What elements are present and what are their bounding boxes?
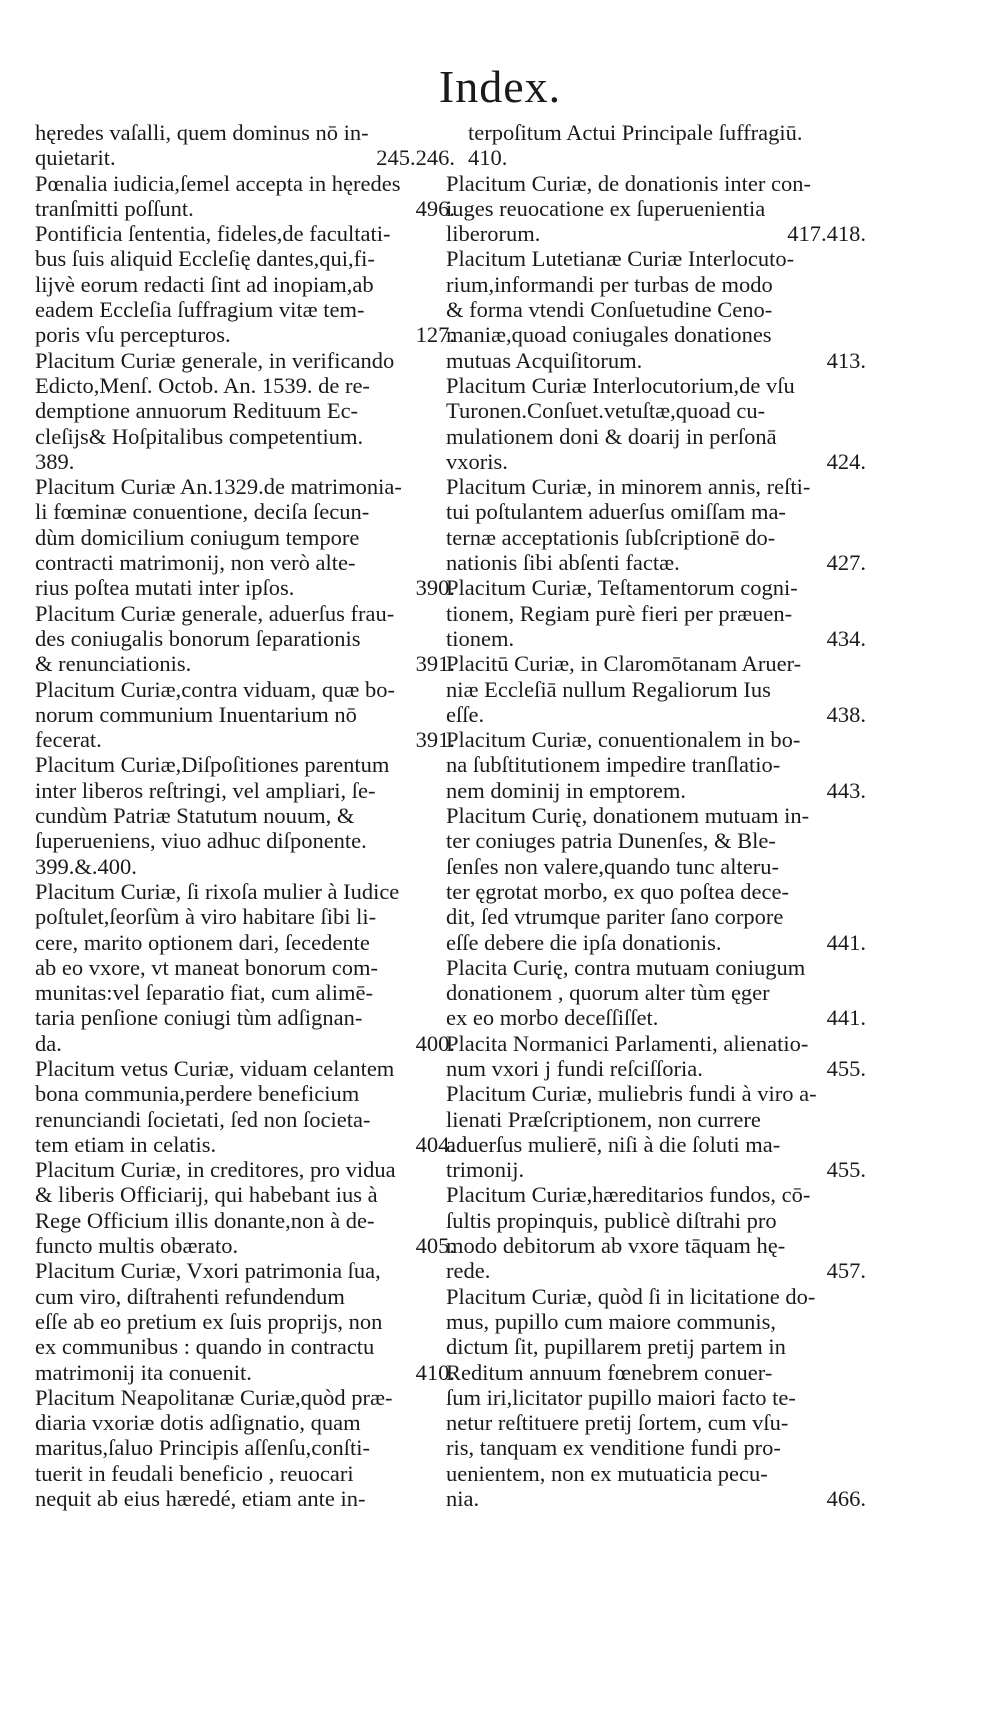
entry-line: diaria vxoriæ dotis adſignatio, quam: [35, 1410, 361, 1436]
entry-line: ſuperueniens, viuo adhuc diſponente.: [35, 828, 367, 854]
page-reference: 390.: [415, 575, 455, 601]
page-reference: 404.: [415, 1131, 455, 1157]
entry-line: nem dominij in emptorem. 443.: [446, 777, 866, 803]
entry-line: inter liberos reſtringi, vel ampliari, ſe-: [35, 777, 376, 803]
entry-line: Placitum Curiæ generale, aduerſus frau-: [35, 600, 395, 626]
entry-line: taria penſione coniugi tùm adſignan-: [35, 1005, 363, 1031]
entry-line: cleſijs& Hoſpitalibus competentium.: [35, 423, 364, 449]
index-entry: [35, 1385, 455, 1511]
index-entry: [446, 727, 866, 803]
entry-line: nationis ſibi abſenti factæ. 427.: [446, 550, 866, 576]
index-entry: [35, 677, 455, 753]
entry-line: bona communia,perdere beneficium: [35, 1081, 360, 1107]
entry-line: Placitum Curiæ, ſi rixoſa mulier à Iudice: [35, 878, 400, 904]
entry-line: ſultis propinquis, publicè diſtrahi pro: [446, 1207, 777, 1233]
entry-line: Turonen.Conſuet.vetuſtæ,quoad cu-: [446, 398, 766, 424]
entry-line: maritus,ſaluo Principis aſſenſu,conſti-: [35, 1435, 370, 1461]
entry-line: ter coniuges patria Dunenſes, & Ble-: [446, 828, 776, 854]
entry-line: Placitum vetus Curiæ, viduam celantem: [35, 1055, 395, 1081]
entry-line: Placitum Curiæ Interlocutorium,de vſu: [446, 372, 795, 398]
index-entry: [446, 1081, 866, 1182]
entry-line: bus ſuis aliquid Eccleſię dantes,qui,fi-: [35, 246, 375, 272]
entry-line: Pœnalia iudicia,ſemel accepta in hęredes: [35, 170, 401, 196]
entry-line: Placitum Curiæ, in creditores, pro vidua: [35, 1157, 396, 1183]
entry-line: Placitum Curiæ, muliebris fundi à viro a-: [446, 1081, 817, 1107]
entry-line: Placita Normanici Parlamenti, alienatio-: [446, 1030, 809, 1056]
entry-line: Reditum annuum fœnebrem conuer-: [446, 1359, 773, 1385]
page-reference: 245.246.: [376, 145, 455, 171]
entry-line: & renunciationis. 391.: [35, 651, 455, 677]
page-reference: 443.: [826, 777, 866, 803]
entry-line: 399.&.400.: [35, 853, 137, 879]
entry-line: poris vſu percepturos. 127.: [35, 322, 455, 348]
page-reference: 417.418.: [787, 221, 866, 247]
entry-line: poſtulet,ſeorſùm à viro habitare ſibi li-: [35, 904, 377, 930]
entry-line: tuerit in feudali beneficio , reuocari: [35, 1460, 354, 1486]
index-column-right: [446, 120, 866, 1511]
page-reference: 424.: [826, 448, 866, 474]
entry-line: lienati Præſcriptionem, non currere: [446, 1106, 761, 1132]
entry-line: Placitum Neapolitanæ Curiæ,quòd præ-: [35, 1384, 393, 1410]
entry-line: tionem. 434.: [446, 625, 866, 651]
entry-line: modo debitorum ab vxore tāquam hę-: [446, 1233, 786, 1259]
entry-line: ex eo morbo deceſſiſſet. 441.: [446, 1005, 866, 1031]
index-entry: [35, 1056, 455, 1157]
entry-line: Placita Curię, contra mutuam coniugum: [446, 954, 806, 980]
entry-line: uenientem, non ex mutuaticia pecu-: [446, 1460, 768, 1486]
entry-line: Placitum Curiæ, Vxori patrimonia ſua,: [35, 1258, 381, 1284]
entry-line: terpoſitum Actui Principale ſuffragiū.: [468, 120, 803, 145]
page-reference: 391.: [415, 727, 455, 753]
entry-line: iuges reuocatione ex ſuperuenientia: [446, 195, 766, 221]
entry-line: rede. 457.: [446, 1258, 866, 1284]
entry-line: & liberis Officiarij, qui habebant ius à: [35, 1182, 378, 1208]
entry-line: Placitum Curiæ, Teſtamentorum cogni-: [446, 575, 798, 601]
entry-line: Pontificia ſententia, fideles,de facultati-: [35, 221, 391, 247]
entry-line: tem etiam in celatis. 404.: [35, 1131, 455, 1157]
entry-line: eſſe ab eo pretium ex ſuis proprijs, non: [35, 1308, 383, 1334]
index-entry: [35, 1258, 455, 1384]
index-entry: [35, 171, 455, 222]
index-entry: [446, 803, 866, 955]
index-entry: [446, 246, 866, 372]
page-reference: 391.: [415, 651, 455, 677]
entry-line: ab eo vxore, vt maneat bonorum com-: [35, 954, 379, 980]
index-entry: [446, 171, 866, 247]
entry-line: contracti matrimonij, non verò alte-: [35, 550, 356, 576]
entry-line: rius poſtea mutati inter ipſos. 390.: [35, 575, 455, 601]
entry-line: vxoris. 424.: [446, 448, 866, 474]
entry-line: tionem, Regiam purè fieri per præuen-: [446, 600, 793, 626]
entry-line: ſenſes non valere,quando tunc alteru-: [446, 853, 779, 879]
index-entry: [35, 601, 455, 677]
page-reference: 457.: [826, 1258, 866, 1284]
page-reference: 438.: [826, 701, 866, 727]
page-reference: 127.: [415, 322, 455, 348]
entry-line: cundùm Patriæ Statutum nouum, &: [35, 803, 355, 829]
entry-line: quietarit. 245.246.: [35, 145, 455, 171]
page-reference: 410.: [415, 1359, 455, 1385]
entry-line: cere, marito optionem dari, ſecedente: [35, 929, 370, 955]
index-entry: [446, 1182, 866, 1283]
entry-line: ter ęgrotat morbo, ex quo poſtea dece-: [446, 878, 789, 904]
entry-line: Placitum Curiæ generale, in verificando: [35, 347, 395, 373]
entry-line: niæ Eccleſiā nullum Regaliorum Ius: [446, 676, 771, 702]
entry-line: Placitum Curiæ, in minorem annis, reſti-: [446, 474, 811, 500]
entry-line: norum communium Inuentarium nō: [35, 701, 357, 727]
index-entry: [446, 1031, 866, 1082]
entry-line: Placitum Curiæ,contra viduam, quæ bo-: [35, 676, 395, 702]
index-entry: [35, 221, 455, 347]
entry-line: eſſe. 438.: [446, 701, 866, 727]
index-entry: [446, 120, 866, 171]
entry-line: maniæ,quoad coniugales donationes: [446, 322, 772, 348]
index-entry: [446, 474, 866, 575]
entry-line: da. 400.: [35, 1030, 455, 1056]
page-title: Index.: [438, 61, 562, 112]
entry-line: Placitum Curiæ, quòd ſi in licitatione do-: [446, 1283, 816, 1309]
index-entry: [35, 879, 455, 1056]
entry-line: mus, pupillo cum maiore communis,: [446, 1308, 776, 1334]
page-reference: 441.: [826, 1005, 866, 1031]
entry-line: matrimonij ita conuenit. 410.: [35, 1359, 455, 1385]
entry-line: Edicto,Menſ. Octob. An. 1539. de re-: [35, 372, 370, 398]
page-reference: 400.: [415, 1030, 455, 1056]
index-entry: [446, 651, 866, 727]
page-reference: 466.: [826, 1486, 866, 1512]
entry-line: Placitum Curię, donationem mutuam in-: [446, 803, 810, 829]
page-reference: 455.: [826, 1055, 866, 1081]
entry-line: netur reſtituere pretij ſortem, cum vſu-: [446, 1410, 789, 1436]
entry-line: Placitum Curiæ An.1329.de matrimonia-: [35, 474, 402, 500]
entry-line: mulationem doni & doarij in perſonā: [446, 423, 777, 449]
entry-line: tui poſtulantem aduerſus omiſſam ma-: [446, 499, 786, 525]
page-reference: 434.: [826, 625, 866, 651]
entry-line: ternæ acceptationis ſubſcriptionē do-: [446, 524, 776, 550]
page-reference: 441.: [826, 929, 866, 955]
entry-line: & forma vtendi Conſuetudine Ceno-: [446, 297, 773, 323]
index-entry: [35, 752, 455, 878]
entry-line: Placitum Lutetianæ Curiæ Interlocuto-: [446, 246, 795, 272]
entry-line: cum viro, diſtrahenti refundendum: [35, 1283, 345, 1309]
entry-line: num vxori j fundi reſciſſoria. 455.: [446, 1055, 866, 1081]
index-entry: [446, 575, 866, 651]
entry-line: nequit ab eius hæredé, etiam ante in-: [35, 1486, 366, 1512]
entry-line: Placitū Curiæ, in Claromōtanam Aruer-: [446, 651, 802, 677]
entry-line: aduerſus mulierē, niſi à die ſoluti ma-: [446, 1131, 781, 1157]
entry-line: tranſmitti poſſunt. 496.: [35, 195, 455, 221]
entry-line: 410.: [468, 145, 508, 171]
entry-line: dit, ſed vtrumque pariter ſano corpore: [446, 904, 784, 930]
entry-line: demptione annuorum Redituum Ec-: [35, 398, 359, 424]
index-entry: [446, 955, 866, 1031]
entry-line: des coniugalis bonorum ſeparationis: [35, 625, 361, 651]
entry-line: liberorum. 417.418.: [446, 221, 866, 247]
entry-line: trimonij. 455.: [446, 1157, 866, 1183]
entry-line: eadem Eccleſia ſuffragium vitæ tem-: [35, 297, 365, 323]
entry-line: functo multis obærato. 405.: [35, 1233, 455, 1259]
entry-line: 389.: [35, 448, 75, 474]
entry-line: munitas:vel ſeparatio fiat, cum alimē-: [35, 980, 374, 1006]
entry-line: li fœminæ conuentione, deciſa ſecun-: [35, 499, 370, 525]
entry-line: dùm domicilium coniugum tempore: [35, 524, 360, 550]
entry-line: Placitum Curiæ,hæreditarios fundos, cō-: [446, 1182, 811, 1208]
index-entry: [35, 1157, 455, 1258]
entry-line: ex communibus : quando in contractu: [35, 1334, 375, 1360]
index-entry: [35, 348, 455, 474]
index-entry: [446, 1284, 866, 1512]
entry-line: Placitum Curiæ,Diſpoſitiones parentum: [35, 752, 390, 778]
entry-line: nia. 466.: [446, 1486, 866, 1512]
page-reference: 413.: [826, 347, 866, 373]
index-entry: [35, 474, 455, 600]
page-reference: 455.: [826, 1157, 866, 1183]
entry-line: hęredes vaſalli, quem dominus nō in-: [35, 120, 369, 145]
entry-line: ris, tanquam ex venditione fundi pro-: [446, 1435, 781, 1461]
entry-line: mutuas Acquiſitorum. 413.: [446, 347, 866, 373]
entry-line: renunciandi ſocietati, ſed non ſocieta-: [35, 1106, 371, 1132]
page-reference: 496.: [415, 195, 455, 221]
entry-line: ſum iri,licitator pupillo maiori facto te-: [446, 1384, 796, 1410]
entry-line: fecerat. 391.: [35, 727, 455, 753]
page-reference: 405.: [415, 1233, 455, 1259]
page-reference: 427.: [826, 550, 866, 576]
entry-line: rium,informandi per turbas de modo: [446, 271, 773, 297]
entry-line: eſſe debere die ipſa donationis. 441.: [446, 929, 866, 955]
entry-line: Placitum Curiæ, conuentionalem in bo-: [446, 727, 801, 753]
entry-line: donationem , quorum alter tùm ęger: [446, 980, 770, 1006]
index-entry: [35, 120, 455, 171]
index-column-left: [35, 120, 455, 1511]
entry-line: Rege Officium illis donante,non à de-: [35, 1207, 375, 1233]
entry-line: na ſubſtitutionem impedire tranſlatio-: [446, 752, 781, 778]
entry-line: Placitum Curiæ, de donationis inter con-: [446, 170, 811, 196]
entry-line: lijvè eorum redacti ſint ad inopiam,ab: [35, 271, 374, 297]
entry-line: dictum ſit, pupillarem pretij partem in: [446, 1334, 786, 1360]
index-entry: [446, 373, 866, 474]
